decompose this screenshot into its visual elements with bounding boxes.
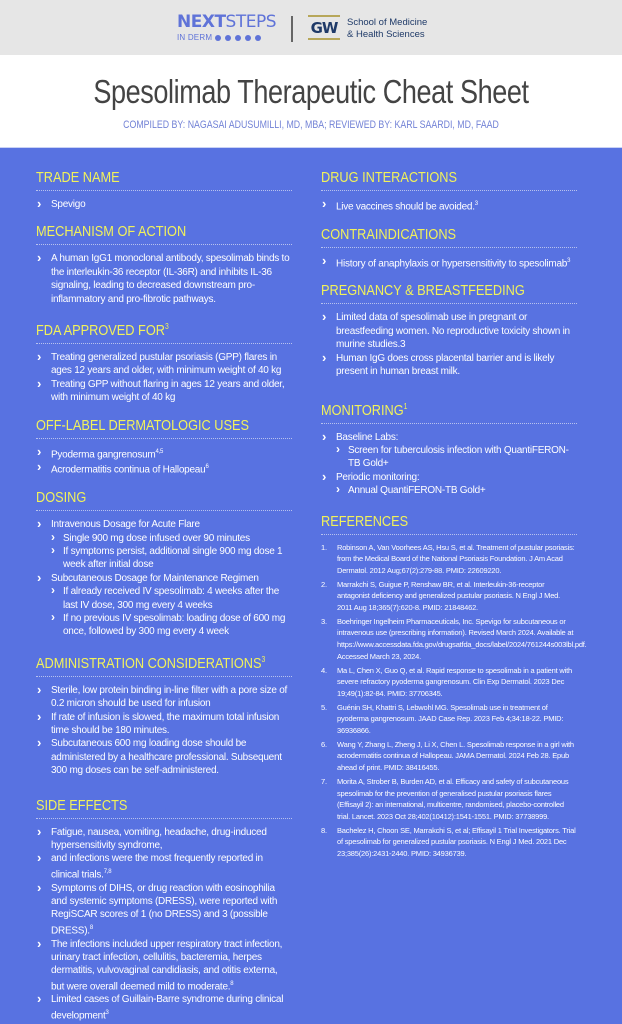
citation: 4,5 bbox=[155, 448, 164, 455]
section-drug-interactions bbox=[321, 168, 577, 214]
ref-number: 2. bbox=[321, 579, 327, 589]
list-item: › Human IgG does cross placental barrier and is likely present in human breast milk. bbox=[321, 352, 577, 379]
gw-line1: School of Medicine bbox=[347, 17, 428, 28]
gw-line2: & Health Sciences bbox=[347, 29, 425, 40]
section-trade-name bbox=[36, 168, 292, 211]
citation: 8 bbox=[230, 980, 234, 987]
section-off-label bbox=[36, 416, 292, 477]
list-item bbox=[321, 471, 577, 498]
citation: 3 bbox=[164, 322, 169, 332]
section-heading: DOSING bbox=[36, 489, 87, 507]
list-item bbox=[36, 938, 292, 994]
ref-text: Marrakchi S, Guigue P, Renshaw BR, et al. Interleukin-36-receptor antagonist deficiency and generalized pustular psoriasis. N Engl J Med. 2011 Aug 18;365(7):620-8. PMID: 21848462. bbox=[337, 579, 561, 613]
list-item: › Subcutaneous 600 mg loading dose should be administered by a healthcare professional. Subsequent 300 mg doses can be self-administered. bbox=[36, 737, 292, 777]
ref-number: 3. bbox=[321, 616, 327, 626]
page-title: Spesolimab Therapeutic Cheat Sheet bbox=[93, 73, 529, 110]
reference-item bbox=[321, 665, 577, 700]
section-heading: PREGNANCY & BREASTFEEDING bbox=[321, 282, 525, 300]
list-item: › Limited data of spesolimab use in pregnant or breastfeeding women. No reproductive toxicity shown in murine studies.3 bbox=[321, 311, 577, 351]
ref-text: Boehringer Ingelheim Pharmaceuticals, Inc. Spevigo for subcutaneous or intravenous use (prescribing information). Revised March 2024. Available at https://www.accessdata.fda.gov/drugsatfda_docs/label/2024/761244s003lbl.pdf. Accessed March 23, 2024. bbox=[337, 616, 587, 661]
list-item bbox=[36, 446, 292, 462]
section-heading: SIDE EFFECTS bbox=[36, 796, 128, 814]
citation: 3 bbox=[474, 201, 478, 207]
right-column bbox=[321, 168, 587, 871]
item-text: Acrodermatitis continua of Hallopeau bbox=[51, 464, 206, 476]
citation: 8 bbox=[89, 924, 93, 931]
title-area bbox=[0, 55, 622, 147]
reference-item bbox=[321, 702, 577, 737]
dotted-divider bbox=[36, 818, 292, 819]
list-item bbox=[36, 852, 292, 881]
logo-subtitle: IN DERM bbox=[177, 33, 213, 42]
list-item bbox=[36, 461, 292, 477]
ref-text: Wang Y, Zhang L, Zheng J, Li X, Chen L. Spesolimab response in a girl with acrodermatitis continua of Hallopeau. JAMA Dermatol. 2024 Feb 28. Epub ahead of print. PMID: 38416455. bbox=[337, 739, 574, 773]
list-item bbox=[36, 882, 292, 938]
section-administration bbox=[36, 650, 292, 778]
list-item bbox=[321, 198, 577, 214]
sub-list-item: › If symptoms persist, additional single 900 mg dose 1 week after initial dose bbox=[51, 545, 292, 572]
section-side-effects bbox=[36, 796, 292, 1023]
list-item: › Spevigo bbox=[36, 198, 292, 211]
section-heading: TRADE NAME bbox=[36, 169, 120, 186]
nextsteps-logo bbox=[177, 14, 276, 42]
item-text: Baseline Labs: bbox=[336, 431, 399, 443]
dotted-divider bbox=[321, 247, 577, 248]
citation: 6 bbox=[205, 464, 209, 471]
list-item bbox=[36, 826, 292, 853]
list-item bbox=[321, 255, 577, 271]
dot-icon bbox=[215, 35, 221, 41]
citation: 7,8 bbox=[103, 868, 112, 875]
sub-list-item: › If already received IV spesolimab: 4 weeks after the last IV dose, 300 mg every 4 weeks bbox=[51, 585, 292, 612]
dot-icon bbox=[235, 35, 241, 41]
section-heading bbox=[36, 650, 291, 674]
section-heading: MECHANISM OF ACTION bbox=[36, 223, 187, 241]
section-fda-approved bbox=[36, 317, 292, 405]
ref-text: Ma L, Chen X, Guo Q, et al. Rapid response to spesolimab in a patient with severe refractory pyoderma gangrenosum. Clin Exp Dermatol. 2023 Dec 19;49(1):82-84. PMID: 37706345. bbox=[337, 665, 572, 698]
dotted-divider bbox=[36, 190, 292, 191]
list-item bbox=[36, 518, 292, 572]
gw-logo bbox=[308, 15, 340, 40]
dot-icon bbox=[245, 35, 251, 41]
item-text: Subcutaneous Dosage for Maintenance Regimen bbox=[51, 572, 259, 584]
item-text: Periodic monitoring: bbox=[336, 471, 420, 483]
sub-list-item: › Single 900 mg dose infused over 90 minutes bbox=[51, 532, 292, 545]
item-text: Pyoderma gangrenosum bbox=[51, 448, 156, 460]
reference-item bbox=[321, 579, 577, 614]
list-item: › Treating generalized pustular psoriasis (GPP) flares in ages 12 years and older, with minimum weight of 40 kg bbox=[36, 351, 292, 378]
heading-text: MONITORING bbox=[321, 401, 404, 419]
citation: 3 bbox=[105, 1009, 109, 1016]
section-contraindications bbox=[321, 225, 577, 271]
left-column bbox=[36, 168, 292, 1024]
list-item bbox=[36, 993, 292, 1022]
dotted-divider bbox=[321, 190, 577, 191]
logo-divider bbox=[291, 16, 293, 42]
item-text: History of anaphylaxis or hypersensitivity to spesolimab bbox=[336, 258, 568, 270]
ref-number: 4. bbox=[321, 665, 327, 675]
item-text: The infections included upper respiratory tract infection, urinary tract infection, cellulitis, bacteremia, herpes dermatitis, vulvovaginal candidiasis, and otitis externa, but were overall deemed mild to moderate. bbox=[51, 938, 283, 993]
ref-number: 7. bbox=[321, 776, 327, 786]
ref-number: 1. bbox=[321, 542, 327, 552]
logo-steps: STEPS bbox=[225, 12, 277, 32]
dotted-divider bbox=[36, 438, 292, 439]
gw-school-name bbox=[347, 17, 427, 41]
heading-text: FDA APPROVED FOR bbox=[36, 322, 165, 340]
item-text: and infections were the most frequently reported in clinical trials. bbox=[51, 853, 263, 881]
item-text: Symptoms of DIHS, or drug reaction with eosinophilia and systemic symptoms (DRESS), were reported with RegiSCAR scores of 1 (no DRESS) and 3 (possible DRESS). bbox=[51, 882, 278, 937]
ref-text: Bachelez H, Choon SE, Marrakchi S, et al; Effisayil 1 Trial Investigators. Trial of spesolimab for generalized pustular psoriasis. N Engl J Med. 2021 Dec 23;385(26):2431-2440. PMID: 34936739. bbox=[337, 825, 576, 859]
reference-item bbox=[321, 776, 577, 823]
section-mechanism bbox=[36, 222, 292, 306]
list-item bbox=[321, 431, 577, 471]
reference-item bbox=[321, 616, 587, 663]
dotted-divider bbox=[36, 244, 292, 245]
ref-number: 5. bbox=[321, 702, 327, 712]
citation: 3 bbox=[261, 654, 266, 664]
ref-number: 8. bbox=[321, 825, 327, 835]
section-heading bbox=[36, 317, 291, 341]
dotted-divider bbox=[36, 510, 292, 511]
content-panel bbox=[0, 147, 622, 1024]
dotted-divider bbox=[321, 534, 577, 535]
item-text: Limited cases of Guillain-Barre syndrome during clinical development bbox=[51, 994, 284, 1022]
sub-list-item: › Annual QuantiFERON-TB Gold+ bbox=[336, 484, 577, 497]
sub-list-item: › If no previous IV spesolimab: loading dose of 600 mg once, followed by 300 mg every 4 week bbox=[51, 612, 292, 639]
dot-icon bbox=[225, 35, 231, 41]
gw-mark: GW bbox=[310, 18, 338, 37]
dot-icon bbox=[255, 35, 261, 41]
reference-item bbox=[321, 739, 577, 774]
heading-text: ADMINISTRATION CONSIDERATIONS bbox=[36, 654, 262, 672]
logo-next: NEXT bbox=[177, 12, 226, 32]
list-item: › If rate of infusion is slowed, the maximum total infusion time should be 180 minutes. bbox=[36, 711, 292, 738]
ref-text: Robinson A, Van Voorhees AS, Hsu S, et al. Treatment of pustular psoriasis: from the Medical Board of the National Psoriasis Foundation. J Am Acad Dermatol. 2012 Aug;67(2):279-88. PMID: 22609220. bbox=[337, 542, 575, 575]
section-heading: CONTRAINDICATIONS bbox=[321, 225, 457, 243]
sub-list-item: › Screen for tuberculosis infection with QuantiFERON-TB Gold+ bbox=[336, 444, 577, 471]
list-item bbox=[36, 572, 292, 639]
item-text: Live vaccines should be avoided. bbox=[336, 201, 475, 213]
ref-text: Guénin SH, Khattri S, Lebwohl MG. Spesolimab use in treatment of pyoderma gangrenosum. JAAD Case Rep. 2023 Feb 4;34:18-22. PMID: 36936866. bbox=[337, 702, 564, 736]
item-text: Intravenous Dosage for Acute Flare bbox=[51, 519, 200, 531]
ref-number: 6. bbox=[321, 739, 327, 749]
citation: 1 bbox=[403, 401, 408, 411]
dotted-divider bbox=[321, 423, 577, 424]
dotted-divider bbox=[36, 343, 292, 344]
section-heading: DRUG INTERACTIONS bbox=[321, 169, 458, 186]
section-references bbox=[321, 512, 587, 860]
header-bar bbox=[0, 0, 622, 55]
list-item: › Sterile, low protein binding in-line filter with a pore size of 0.2 micron should be used for infusion bbox=[36, 684, 292, 711]
section-heading: REFERENCES bbox=[321, 512, 409, 530]
citation: 3 bbox=[567, 257, 571, 264]
list-item: › Treating GPP without flaring in ages 12 years and older, with minimum weight of 40 kg bbox=[36, 378, 292, 405]
section-heading: OFF-LABEL DERMATOLOGIC USES bbox=[36, 416, 250, 434]
dotted-divider bbox=[36, 676, 292, 677]
list-item: › A human IgG1 monoclonal antibody, spesolimab binds to the interleukin-36 receptor (IL-36R) and inhibits IL-36 signaling, leading to decreased downstream pro-inflammatory and pro-fibrotic pathways. bbox=[36, 252, 292, 306]
section-monitoring bbox=[321, 397, 577, 498]
reference-item bbox=[321, 542, 577, 577]
dotted-divider bbox=[321, 303, 577, 304]
section-dosing bbox=[36, 488, 292, 639]
ref-text: Morita A, Strober B, Burden AD, et al. Efficacy and safety of subcutaneous spesolimab for the prevention of generalised pustular psoriasis flares (Effisayil 2): an international, multicentre, randomised, placebo-controlled trial. Lancet. 2023 Oct 28;402(10412):1541-1551. PMID: 37738999. bbox=[337, 776, 569, 821]
section-heading bbox=[321, 397, 576, 421]
reference-item bbox=[321, 825, 577, 860]
section-pregnancy bbox=[321, 281, 577, 378]
byline: COMPILED BY: NAGASAI ADUSUMILLI, MD, MBA; REVIEWED BY: KARL SAARDI, MD, FAAD bbox=[123, 119, 499, 131]
item-text: Fatigue, nausea, vomiting, headache, drug-induced hypersensitivity syndrome, bbox=[51, 826, 267, 852]
